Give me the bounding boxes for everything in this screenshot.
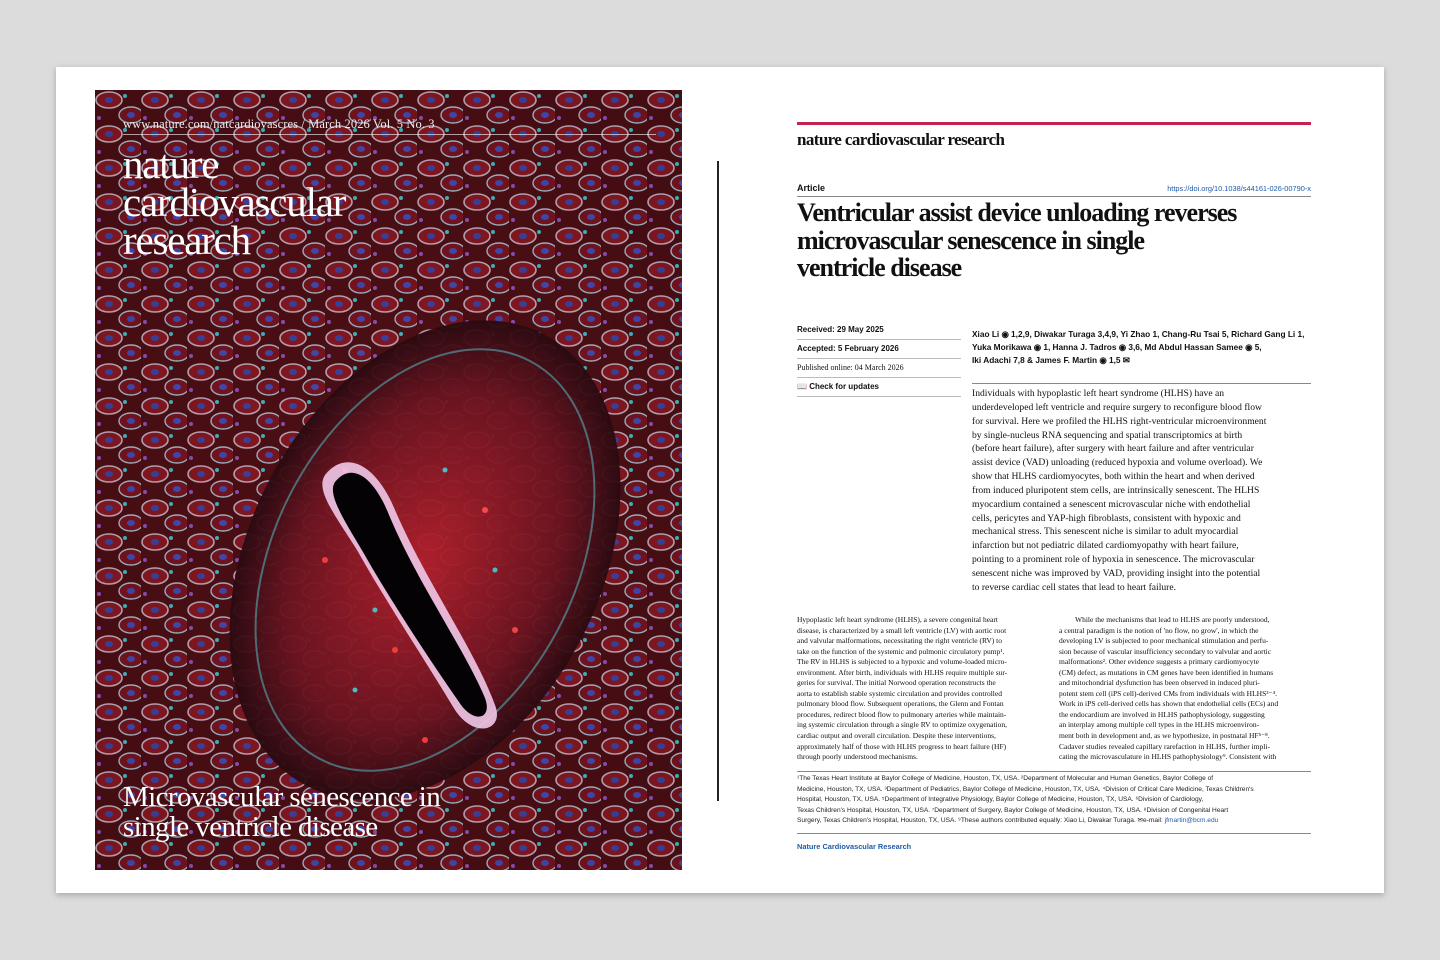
body-line: malformations². Other evidence suggests a primary cardiomyocyte [1059,657,1259,667]
footnote-line: Medicine, Houston, TX, USA. ³Department of Pediatrics, Baylor College of Medicine, Houston, TX, USA. ⁴Division of Critical Care Medicine, Texas Children's [797,785,1254,793]
body-line: take on the function of the systemic and pulmonic circulatory pump¹. [797,646,1005,656]
body-line: through poorly understood mechanisms. [797,752,918,762]
header-rule [797,196,1311,197]
article-type: Article [797,183,826,193]
body-column-1 [797,615,1049,763]
body-line: developing LV is subjected to poor mechanical stimulation and perfu- [1059,636,1269,646]
body-line: an interplay among multiple cell types in the HLHS microenviron- [1059,720,1260,730]
abstract-line: by single-nucleus RNA sequencing and spatial transcriptomics at birth [972,429,1243,441]
abstract-rule [972,383,1311,384]
body-line: sion because of vascular insufficiency secondary to valvular and aortic [1059,646,1272,656]
abstract-line: myocardium contained a senescent microvascular niche with endothelial [972,498,1251,510]
body-line: ment both in development and, as we hypothesize, in postnatal HF⁵⁻⁸. [1059,731,1270,741]
journal-cover [95,90,682,870]
cover-url-line: www.nature.com/natcardiovascres / March 2026 Vol. 5 No. 3 [123,117,435,131]
body-column-2 [1059,615,1311,763]
received-date: Received: 29 May 2025 [797,321,961,340]
body-line: pulmonary blood flow. Subsequent operations, the Glenn and Fontan [797,699,1004,709]
author-list [972,328,1311,366]
check-updates-icon: 📖 [797,382,810,391]
abstract-line: from induced pluripotent stem cells, are intrinsically senescent. The HLHS [972,484,1260,496]
abstract-line: senescent niche was improved by VAD, providing insight into the potential [972,567,1261,579]
body-line: aorta to establish stable systemic circulation and provides controlled [797,688,1002,698]
footnote-line: Surgery, Texas Children's Hospital, Houston, TX, USA. ⁹These authors contributed equally: Xiao Li, Diwakar Turaga. ✉e-mail: [797,817,1163,825]
title-line: ventricle disease [797,253,962,282]
body-line: and mitochondrial dysfunction has been observed in induced pluri- [1059,678,1260,688]
footnote-line: Texas Children's Hospital, Houston, TX, USA. ⁷Department of Surgery, Baylor College of Medicine, Houston, TX, USA. ⁸Division of Congenital Heart [797,806,1229,814]
check-updates[interactable] [797,378,961,397]
abstract-line: cells, pericytes and YAP-high fibroblasts, consistent with hypoxic and [972,512,1241,524]
author-line: Iki Adachi 7,8 & James F. Martin ◉ 1,5 ✉ [972,354,1130,365]
abstract-line: show that HLHS cardiomyocytes, both within the heart and when derived [972,471,1255,483]
footnote-line: ¹The Texas Heart Institute at Baylor College of Medicine, Houston, TX, USA. ²Department of Molecular and Human Genetics, Baylor College of [797,775,1214,782]
doi-link[interactable]: https://doi.org/10.1038/s44161-026-00790-x [1167,184,1311,193]
page-divider [717,161,719,801]
masthead-line: nature [123,141,219,187]
body-line: Hypoplastic left heart syndrome (HLHS), a severe congenital heart [797,615,998,624]
body-line: approximately half of those with HLHS progress to heart failure (HF) [797,741,1007,751]
abstract-line: infarction but not pediatric dilated cardiomyopathy with heart failure, [972,540,1239,552]
body-line: a central paradigm is the notion of 'no flow, no grow', in which the [1059,625,1259,635]
abstract-line: underdeveloped left ventricle and require surgery to reconfigure blood flow [972,401,1262,413]
body-line: potent stem cell (iPS cell)-derived CMs from individuals with HLHS³⁻⁴. [1059,688,1277,698]
footnote-line-last [797,816,1311,827]
body-line: cating the microvasculature in HLHS pathophysiology⁹. Consistent with [1059,752,1277,762]
spread-page [56,67,1384,893]
abstract-line: (before heart failure), after surgery with heart failure and after ventricular [972,443,1254,455]
cover-rule [123,134,656,135]
check-updates-label: Check for updates [809,382,879,391]
body-line: geries for survival. The initial Norwood operation reconstructs the [797,678,996,688]
cover-masthead [123,141,346,263]
body-line: procedures, redirect blood flow to pulmonary arteries while maintain- [797,709,1007,719]
body-line: (CM) defect, as mutations in CM genes have been identified in humans [1059,667,1274,677]
abstract-line: mechanical stress. This senescent niche is similar to adult myocardial [972,526,1239,538]
abstract-line: pointing to a prominent role of hypoxia in senescence. The microvascular [972,554,1255,566]
footnote-rule [797,771,1311,772]
footer-journal-name: Nature Cardiovascular Research [797,842,912,851]
body-line: disease, is characterized by a small left ventricle (LV) with aortic root [797,625,1007,635]
title-line: Ventricular assist device unloading reverses [797,198,1237,227]
journal-name: nature cardiovascular research [797,130,1005,149]
body-line: cardiac output and overall circulation. Despite these interventions, [797,731,996,741]
abstract [972,387,1311,595]
body-line: The RV in HLHS is subjected to a hypoxic and volume-loaded micro- [797,657,1007,667]
article-dates [797,321,961,397]
footnote-line: Hospital, Houston, TX, USA. ⁵Department of Integrative Physiology, Baylor College of Medicine, Houston, TX, USA. ⁶Division of Cardiology, [797,796,1204,804]
email-link[interactable]: jfmartin@bcm.edu [1164,817,1219,825]
body-line: environment. After birth, individuals with HLHS require multiple sur- [797,667,1008,677]
author-line: Yuka Morikawa ◉ 1, Hanna J. Tadros ◉ 3,6, Md Abdul Hassan Samee ◉ 5, [972,341,1262,352]
abstract-line: assist device (VAD) unloading (reduced hypoxia and volume overload). We [972,457,1263,469]
footer-rule [797,833,1311,834]
body-line: and valvular malformations, necessitating the right ventricle (RV) to [797,636,1002,646]
body-line: While the mechanisms that lead to HLHS are poorly understood, [1075,615,1270,624]
journal-color-bar [797,122,1311,125]
masthead-line: cardiovascular [123,179,346,225]
body-line: ing systemic circulation through a single RV to optimize oxygenation, [797,720,1008,730]
body-line: Work in iPS cell-derived cells has shown that endothelial cells (ECs) and [1059,699,1279,709]
abstract-line: for survival. Here we profiled the HLHS right-ventricular microenvironment [972,415,1267,427]
author-line: Xiao Li ◉ 1,2,9, Diwakar Turaga 3,4,9, Yi Zhao 1, Chang-Ru Tsai 5, Richard Gang Li 1, [972,329,1305,339]
affiliations-footnote [797,774,1311,827]
published-date: Published online: 04 March 2026 [797,359,961,378]
abstract-line: to reverse cardiac cell states that lead to heart failure. [972,581,1177,593]
accepted-date: Accepted: 5 February 2026 [797,340,961,359]
masthead-line: research [123,217,250,263]
article-title [797,199,1311,282]
body-line: Cadaver studies revealed capillary rarefaction in HLHS, further impli- [1059,741,1270,751]
cover-title [123,782,440,842]
cover-title-line: Microvascular senescence in [123,781,441,813]
abstract-line: Individuals with hypoplastic left heart syndrome (HLHS) have an [972,388,1225,399]
cover-title-line: single ventricle disease [123,811,378,843]
title-line: microvascular senescence in single [797,225,1145,255]
body-line: the endocardium are involved in HLHS pathophysiology, suggesting [1059,709,1265,719]
